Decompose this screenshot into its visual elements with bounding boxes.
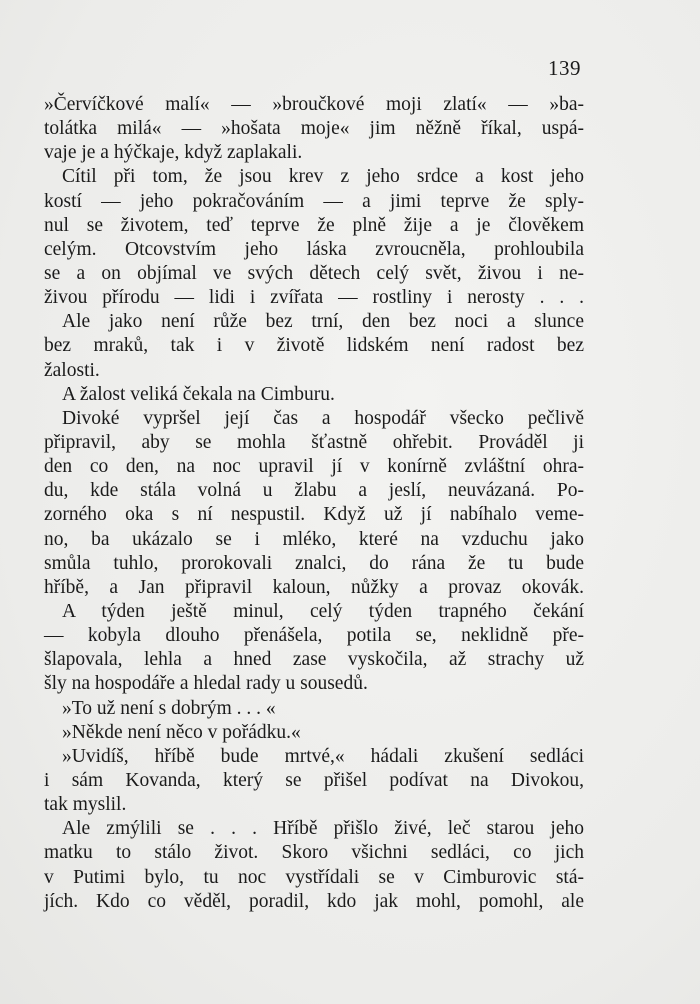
page-number: 139: [548, 56, 581, 80]
text-line: du, kde stála volná u žlabu a jeslí, neuvázaná. Po-: [44, 480, 584, 502]
text-line: A žalost veliká čekala na Cimburu.: [62, 383, 335, 405]
text-line: Ale zmýlili se . . . Hříbě přišlo živé, leč starou jeho: [62, 818, 584, 840]
text-line: den co den, na noc upravil jí v konírně zvláštní ohra-: [44, 456, 584, 478]
text-line: žalosti.: [44, 359, 100, 381]
text-line: živou přírodu — lidi i zvířata — rostliny i nerosty . . .: [44, 287, 584, 309]
text-line: no, ba ukázalo se i mléko, které na vzduchu jako: [44, 528, 584, 550]
text-line: kostí — jeho pokračováním — a jimi teprve že sply-: [44, 190, 584, 212]
body-text: [44, 93, 584, 914]
text-line: Ale jako není růže bez trní, den bez noci a slunce: [62, 311, 584, 333]
text-line: A týden ještě minul, celý týden trapného čekání: [62, 600, 584, 622]
text-line: »Uvidíš, hříbě bude mrtvé,« hádali zkušení sedláci: [62, 745, 584, 767]
text-line: i sám Kovanda, který se přišel podívat na Divokou,: [44, 769, 584, 791]
text-line: šly na hospodáře a hledal rady u sousedů.: [44, 673, 368, 695]
text-line: v Putimi bylo, tu noc vystřídali se v Cimburovic stá-: [44, 866, 584, 888]
text-line: bez mraků, tak i v životě lidském není radost bez: [44, 335, 584, 357]
text-line: »To už není s dobrým . . . «: [62, 697, 276, 719]
text-line: připravil, aby se mohla šťastně ohřebit. Prováděl ji: [44, 431, 584, 453]
text-line: jích. Kdo co věděl, poradil, kdo jak mohl, pomohl, ale: [44, 890, 584, 912]
text-line: — kobyla dlouho přenášela, potila se, neklidně pře-: [44, 625, 584, 647]
text-line: Divoké vypršel její čas a hospodář všecko pečlivě: [62, 407, 584, 429]
text-line: smůla tuhlo, prorokovali znalci, do rána že tu bude: [44, 552, 584, 574]
text-line: hříbě, a Jan připravil kaloun, nůžky a provaz okovák.: [44, 576, 584, 598]
text-line: zorného oka s ní nespustil. Když už jí nabíhalo veme-: [44, 504, 584, 526]
text-line: »Někde není něco v pořádku.«: [62, 721, 301, 743]
text-line: tolátka milá« — »hošata moje« jim něžně říkal, uspá-: [44, 118, 584, 140]
text-line: tak myslil.: [44, 794, 127, 816]
text-line: celým. Otcovstvím jeho láska zvroucněla, prohloubila: [44, 238, 584, 260]
text-line: »Červíčkové malí« — »broučkové moji zlatí« — »ba-: [44, 94, 584, 115]
text-line: šlapovala, lehla a hned zase vyskočila, až strachy už: [44, 649, 584, 671]
text-line: nul se životem, teď teprve že plně žije a je člověkem: [44, 214, 584, 236]
text-line: matku to stálo život. Skoro všichni sedláci, co jich: [44, 842, 584, 864]
text-line: Cítil při tom, že jsou krev z jeho srdce a kost jeho: [62, 166, 584, 188]
text-line: se a on objímal ve svých dětech celý svět, živou i ne-: [44, 262, 584, 284]
text-line: vaje je a hýčkaje, když zaplakali.: [44, 142, 303, 164]
